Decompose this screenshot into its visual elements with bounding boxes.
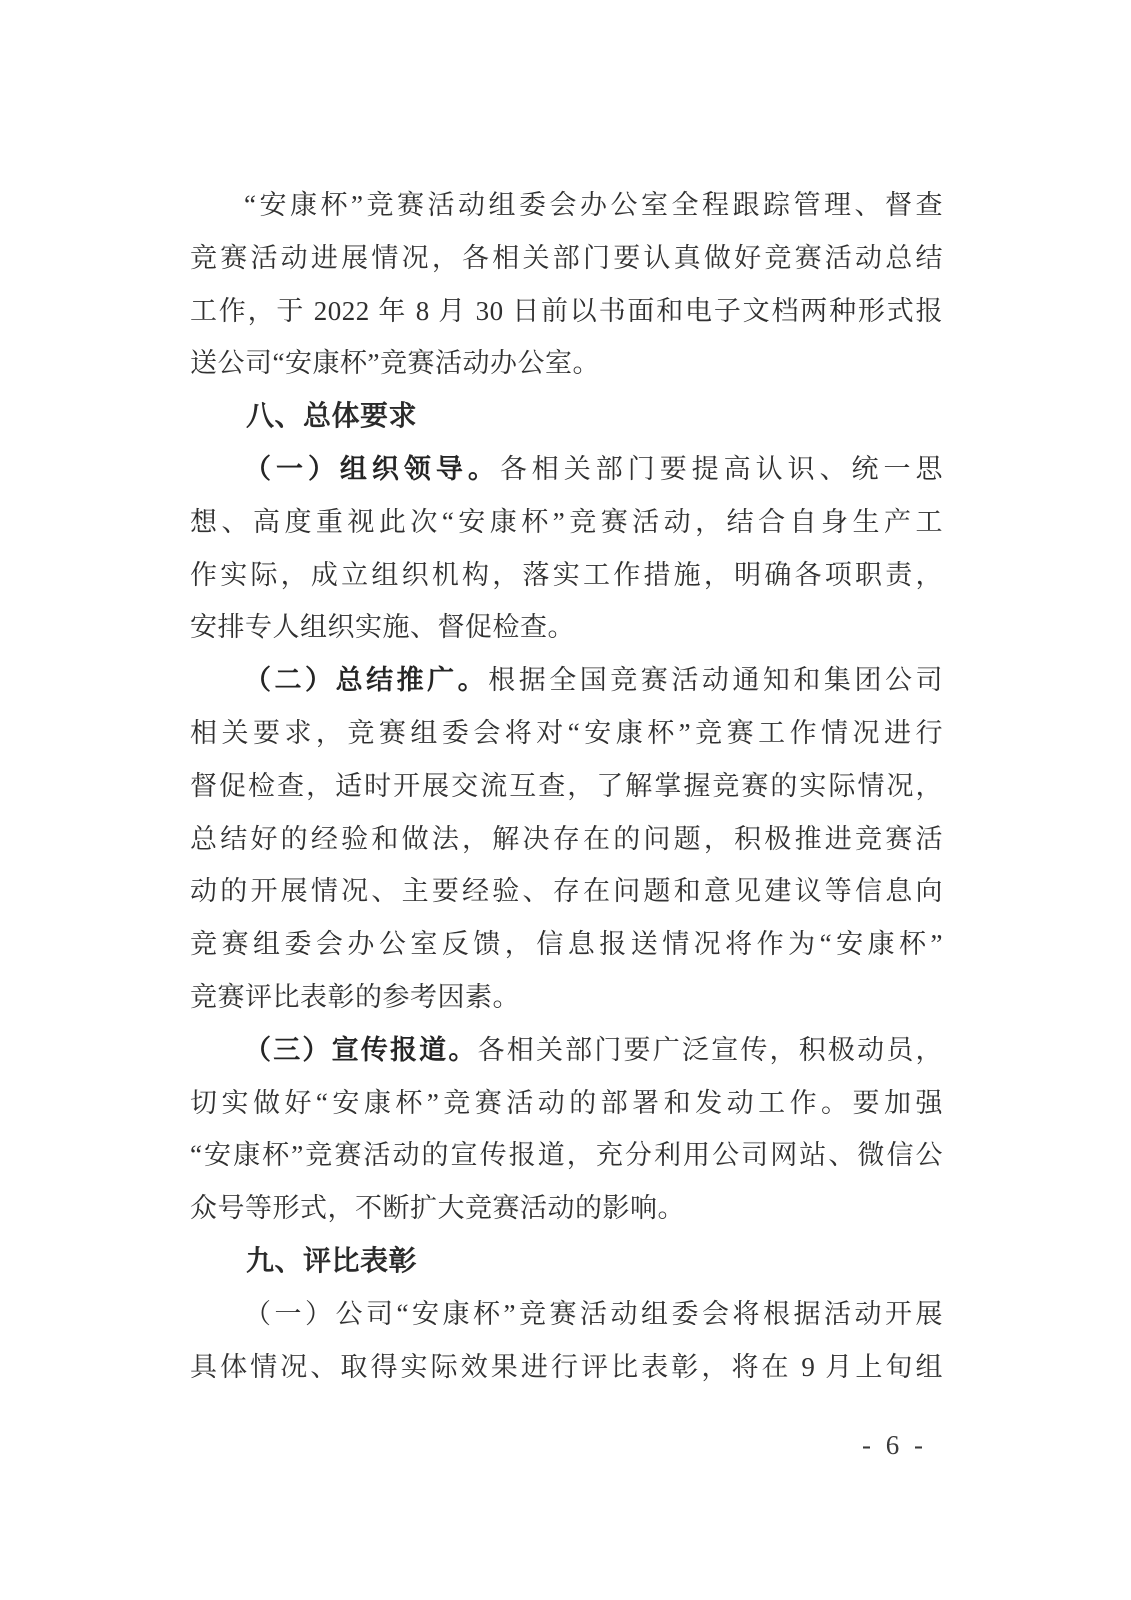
text-run: 竞赛组委会办公室反馈，信息报送情况将作为“安康杯”: [190, 929, 943, 960]
text-run: 各相关部门要提高认识、统一思: [499, 453, 943, 484]
text-run: 相关要求，竞赛组委会将对“安康杯”竞赛工作情况进行: [190, 717, 943, 748]
text-line: [190, 1341, 943, 1394]
text-run: （一）公司“安康杯”竞赛活动组委会将根据活动开展: [244, 1298, 943, 1329]
text-run: 切实做好“安康杯”竞赛活动的部署和发动工作。要加强: [190, 1087, 943, 1118]
text-run: “安康杯”竞赛活动组委会办公室全程跟踪管理、督查: [244, 190, 943, 220]
text-run: 八、总体要求: [246, 400, 418, 432]
text-run: 竞赛活动进展情况，各相关部门要认真做好竞赛活动总结: [190, 242, 943, 273]
text-line: [190, 601, 943, 654]
text-run: 各相关部门要广泛宣传，积极动员，: [477, 1034, 943, 1065]
text-line: [190, 337, 943, 390]
paragraph: [190, 179, 943, 390]
text-run: 众号等形式，不断扩大竞赛活动的影响。: [190, 1193, 685, 1224]
text-line: [190, 971, 943, 1024]
text-line: [190, 443, 943, 496]
text-line: [190, 549, 943, 602]
page-number: [862, 1430, 927, 1461]
text-line: [190, 390, 943, 443]
lead-emphasis: （二）总结推广。: [244, 665, 489, 696]
text-run: 竞赛评比表彰的参考因素。: [190, 981, 520, 1012]
text-line: [190, 285, 943, 338]
text-line: [190, 760, 943, 813]
lead-emphasis: （一）组织领导。: [244, 453, 500, 484]
text-line: [190, 1077, 943, 1130]
text-line: [190, 1024, 943, 1077]
text-line: [190, 918, 943, 971]
section-heading: [190, 390, 943, 443]
text-run: 送公司“安康杯”竞赛活动办公室。: [190, 348, 600, 379]
text-line: [190, 707, 943, 760]
text-run: 作实际，成立组织机构，落实工作措施，明确各项职责，: [190, 559, 943, 590]
text-run: 九、评比表彰: [246, 1244, 418, 1276]
lead-emphasis: （三）宣传报道。: [244, 1034, 478, 1065]
text-line: [190, 813, 943, 866]
text-run: 动的开展情况、主要经验、存在问题和意见建议等信息向: [190, 876, 943, 907]
text-run: “安康杯”竞赛活动的宣传报道，充分利用公司网站、微信公: [190, 1140, 943, 1171]
text-line: [190, 179, 943, 232]
text-run: 督促检查，适时开展交流互查，了解掌握竞赛的实际情况，: [190, 770, 943, 801]
text-run: 工作，于 2022 年 8 月 30 日前以书面和电子文档两种形式报: [190, 295, 943, 326]
text-run: 总结好的经验和做法，解决存在的问题，积极推进竞赛活: [190, 823, 943, 854]
text-line: [190, 232, 943, 285]
paragraph: [190, 443, 943, 654]
text-line: [190, 496, 943, 549]
paragraph: [190, 654, 943, 1024]
text-run: 具体情况、取得实际效果进行评比表彰，将在 9 月上旬组: [190, 1351, 943, 1382]
paragraph: [190, 1288, 943, 1394]
text-run: 想、高度重视此次“安康杯”竞赛活动，结合自身生产工: [190, 506, 943, 537]
text-line: [190, 654, 943, 707]
document-body: [190, 179, 943, 1393]
text-line: [190, 1235, 943, 1288]
text-line: [190, 1129, 943, 1182]
page-number-text: - 6 -: [862, 1430, 927, 1460]
section-heading: [190, 1235, 943, 1288]
text-run: 安排专人组织实施、督促检查。: [190, 612, 575, 643]
text-line: [190, 1182, 943, 1235]
text-run: 根据全国竞赛活动通知和集团公司: [488, 665, 943, 696]
paragraph: [190, 1024, 943, 1235]
text-line: [190, 865, 943, 918]
text-line: [190, 1288, 943, 1341]
